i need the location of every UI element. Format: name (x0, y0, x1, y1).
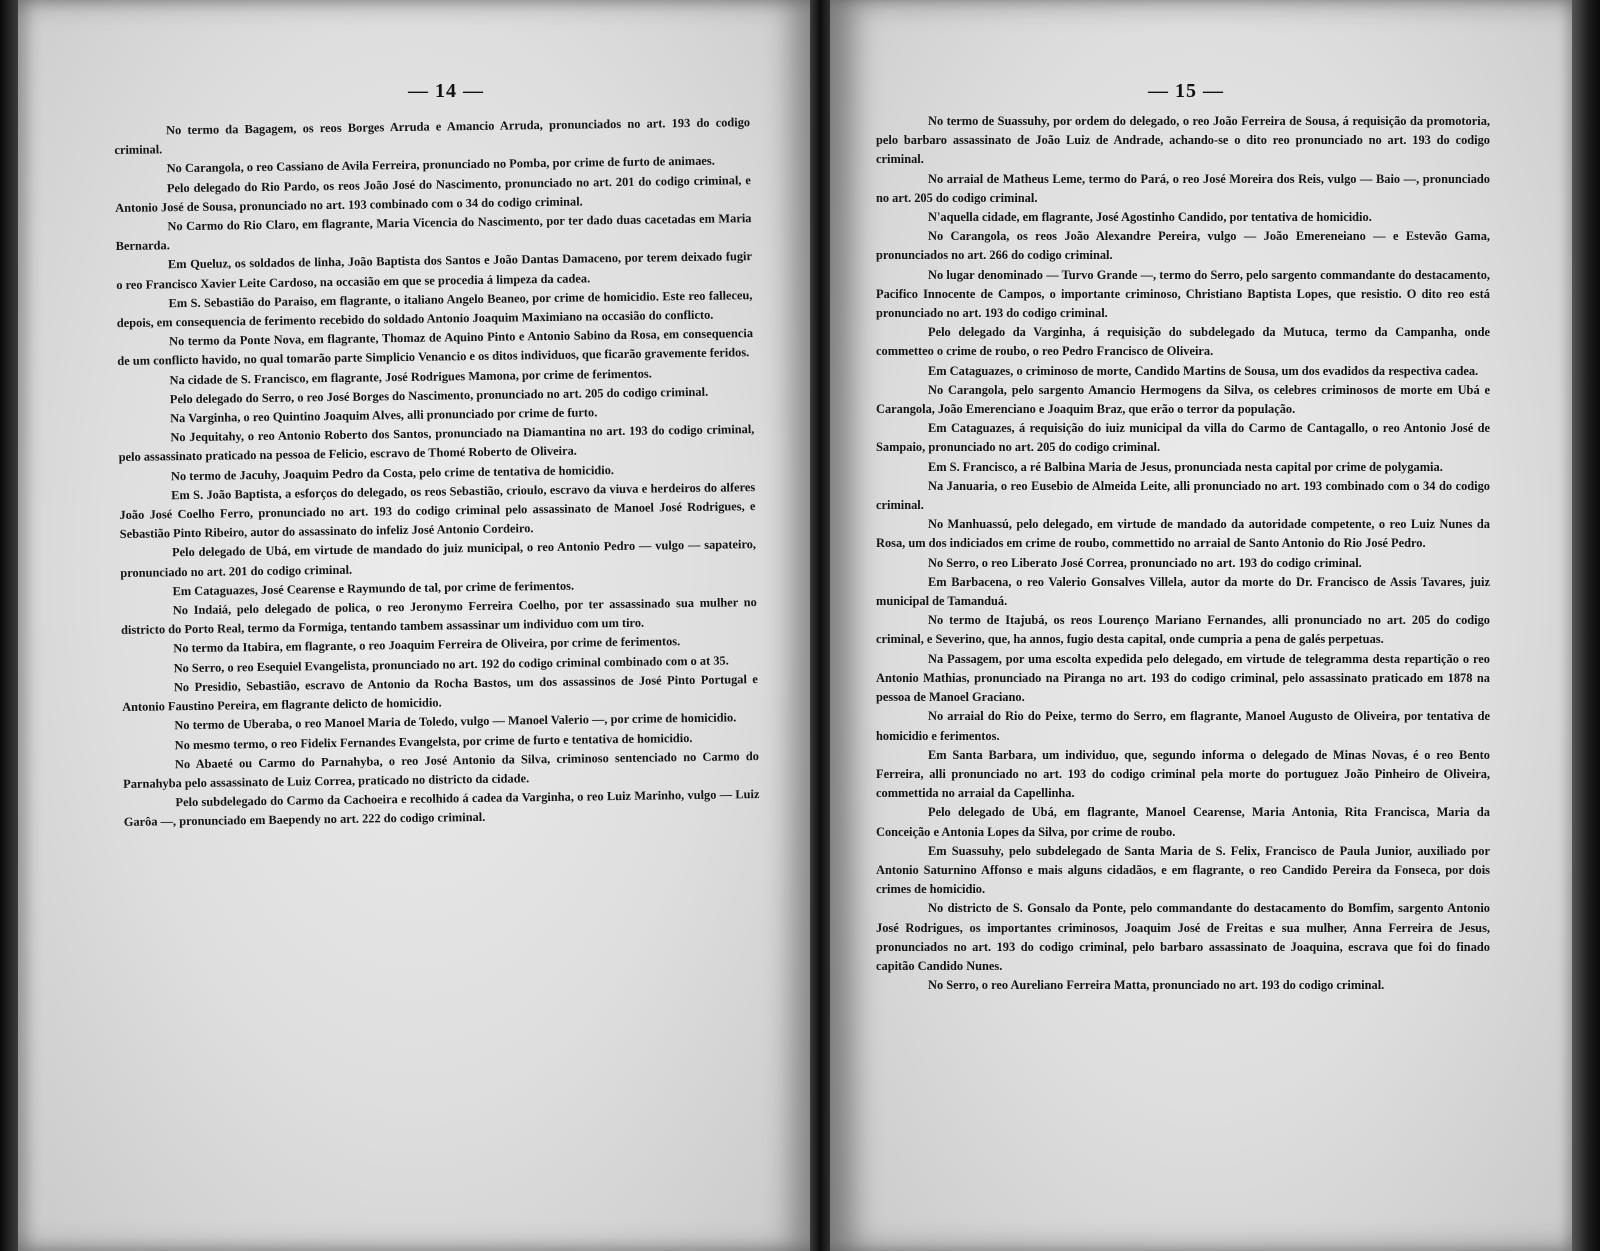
paragraph: Em Queluz, os soldados de linha, João Baptista dos Santos e João Dantas Damaceno, por terem deixado fugir o reo Francisco Xavier Leite Cardoso, na occasião em que se procedia á limpeza da cadea. (116, 249, 753, 292)
paragraph: No Presidio, Sebastião, escravo de Antonio da Rocha Bastos, um dos assassinos de José Pinto Portugal e Antonio Faustino Pereira, em flagrante delicto de homicidio. (122, 671, 758, 715)
paragraph: Em Cataguazes, o criminoso de morte, Candido Martins de Sousa, um dos evadidos da respectiva cadea. (928, 363, 1479, 378)
paragraph: Em S. Sebastião do Paraiso, em flagrante, o italiano Angelo Beaneo, por crime de homicidio. Este reo falleceu, depois, em consequencia de ferimento recebido do soldado Antonio Joaquim Maximiano na occasião do conflicto. (116, 287, 753, 331)
paragraph: Pelo delegado da Varginha, á requisição do subdelegado da Mutuca, termo da Campanha, onde commetteo o crime de roubo, o reo Pedro Francisco de Oliveira. (876, 325, 1490, 359)
paragraph: Na Januaria, o reo Eusebio de Almeida Leite, alli pronunciado no art. 193 combinado com o 34 do codigo criminal. (876, 478, 1490, 513)
paragraph: No lugar denominado — Turvo Grande —, termo do Serro, pelo sargento commandante do destacamento, Pacifico Innocente de Campos, o importante criminoso, Christiano Baptista Lopes, que resistio. O dito reo está pronunciado no art. 193 do codigo criminal. (876, 267, 1490, 321)
paragraph: No Manhuassú, pelo delegado, em virtude de mandado da autoridade competente, o reo Luiz Nunes da Rosa, um dos indiciados em crime de roubo, commettido no arraial de Santo Antonio do Rio José Pedro. (876, 517, 1490, 551)
paragraph: No arraial do Rio do Peixe, termo do Serro, em flagrante, Manoel Augusto de Oliveira, por tentativa de homicidio e ferimentos. (876, 709, 1490, 743)
left-page-number: — 14 — (408, 80, 484, 102)
paragraph: Pelo delegado de Ubá, em virtude de mandado do juiz municipal, o reo Antonio Pedro — vulgo — sapateiro, pronunciado no art. 201 do codigo criminal. (120, 537, 757, 580)
paragraph: No Jequitahy, o reo Antonio Roberto dos Santos, pronunciado na Diamantina no art. 193 do codigo criminal, pelo assassinato praticado na pessoa de Felicio, escravo de Thomé Roberto de Oliveira. (118, 422, 755, 465)
paragraph: No arraial de Matheus Leme, termo do Pará, o reo José Moreira dos Reis, vulgo — Baio —, pronunciado no art. 205 do codigo criminal. (876, 171, 1490, 205)
paragraph: Pelo delegado de Ubá, em flagrante, Manoel Cearense, Maria Antonia, Rita Francisca, Maria da Conceição e Antonia Lopes da Silva, por crime de roubo. (876, 805, 1490, 839)
paragraph: Na Passagem, por uma escolta expedida pelo delegado, em virtude de telegramma desta repartição o reo Antonio Mathias, pronunciado na Piranga no art. 193 do codigo criminal, pelo assassinato praticado em 1878 na pessoa de Manoel Graciano. (876, 651, 1490, 705)
paragraph: Na Varginha, o reo Quintino Joaquim Alves, alli pronunciado por crime de furto. (170, 405, 598, 426)
paragraph: No Carangola, o reo Cassiano de Avila Ferreira, pronunciado no Pomba, por crime de furto de animaes. (166, 154, 715, 176)
paragraph: No Carangola, os reos João Alexandre Pereira, vulgo — João Emereneiano — e Estevão Gama, pronunciados no art. 266 do codigo criminal. (876, 229, 1490, 263)
paragraph: Em Cataguazes, José Cearense e Raymundo de tal, por crime de ferimentos. (172, 578, 575, 599)
right-page (830, 0, 1572, 1251)
paragraph: No termo de Itajubá, os reos Lourenço Mariano Fernandes, alli pronunciado no art. 205 do codigo criminal, e Severino, que, ha annos, fugio desta capital, onde cumpria a pena de galés perpetuas. (876, 613, 1490, 647)
paragraph: No Carmo do Rio Claro, em flagrante, Maria Vicencia do Nascimento, por ter dado duas cacetadas em Maria Bernarda. (115, 211, 752, 254)
paragraph: Em Cataguazes, á requisição do iuiz municipal da villa do Carmo de Cantagallo, o reo Antonio José de Sampaio, pronunciado no art. 205 do codigo criminal. (876, 421, 1490, 455)
right-page-number: — 15 — (1148, 80, 1224, 102)
paragraph: Pelo delegado do Rio Pardo, os reos João José do Nascimento, pronunciado no art. 201 do codigo criminal, e Antonio José de Sousa, pronunciado no art. 193 combinado com o 34 do codigo criminal. (115, 172, 751, 215)
paragraph: No Indaiá, pelo delegado de polica, o reo Jeronymo Ferreira Coelho, por ter assassinado sua mulher no districto do Porto Real, termo da Formiga, tentando tambem assassinar um individuo com um tiro. (120, 595, 757, 638)
paragraph: Em Santa Barbara, um individuo, que, segundo informa o delegado de Minas Novas, é o reo Bento Ferreira, alli pronunciado no art. 193 do codigo criminal pela morte do portuguez João Pinheiro de Oliveira, commettida no arraial da Capellinha. (876, 747, 1490, 801)
paragraph: No termo da Bagagem, os reos Borges Arruda e Amancio Arruda, pronunciados no art. 193 do codigo criminal. (114, 115, 751, 158)
paragraph: Em Barbacena, o reo Valerio Gonsalves Villela, autor da morte do Dr. Francisco de Assis Tavares, juiz municipal de Tamanduá. (876, 574, 1490, 609)
paragraph: Pelo delegado do Serro, o reo José Borges do Nascimento, pronunciado no art. 205 do codigo criminal. (169, 384, 709, 407)
book-edge-right (1572, 0, 1600, 1251)
paragraph: No termo da Itabira, em flagrante, o reo Joaquim Ferreira de Oliveira, por crime de ferimentos. (173, 634, 681, 656)
book-gutter (810, 0, 830, 1251)
paragraph: Em S. Francisco, a ré Balbina Maria de Jesus, pronunciada nesta capital por crime de polygamia. (928, 459, 1443, 474)
paragraph: Pelo subdelegado do Carmo da Cachoeira e recolhido á cadea da Varginha, o reo Luiz Marinho, vulgo — Luiz Garôa —, pronunciado em Baependy no art. 222 do codigo criminal. (123, 787, 760, 830)
paragraph: No Carangola, pelo sargento Amancio Hermogens da Silva, os celebres criminosos de morte em Ubá e Carangola, João Emerenciano e Joaquim Braz, que erão o terror da população. (876, 382, 1490, 417)
paragraph: No districto de S. Gonsalo da Ponte, pelo commandante do destacamento do Bomfim, sargento Antonio José Rodrigues, os importantes criminosos, Joaquim José de Freitas e sua mulher, Anna Ferreira de Jesus, pronunciados no art. 193 do codigo criminal, pelo barbaro assassinato de Joaquina, escrava que foi do finado capitão Candido Nunes. (876, 901, 1490, 973)
paragraph: Na cidade de S. Francisco, em flagrante, José Rodrigues Mamona, por crime de ferimentos. (169, 366, 652, 387)
paragraph: N'aquella cidade, em flagrante, José Agostinho Candido, por tentativa de homicidio. (928, 210, 1372, 225)
paragraph: No mesmo termo, o reo Fidelix Fernandes Evangelsta, por crime de furto e tentativa de homicidio. (174, 730, 693, 752)
right-page-text (876, 112, 1490, 995)
paragraph: No Serro, o reo Liberato José Correa, pronunciado no art. 193 do codigo criminal. (928, 555, 1362, 570)
paragraph: No Abaeté ou Carmo do Parnahyba, o reo José Antonio da Silva, criminoso sentenciado no Carmo do Parnahyba pelo assassinato de Luiz Correa, praticado no districto da cidade. (123, 748, 760, 791)
book-edge-left (0, 0, 18, 1251)
paragraph: Em S. João Baptista, a esforços do delegado, os reos Sebastião, crioulo, escravo da viuva e herdeiros do alferes João José Coelho Ferro, pronunciado no art. 193 do codigo criminal pelo assassinato de Manoel José Rodrigues, e Sebastião Pinto Ribeiro, autor do assassinato do infeliz José Antonio Cordeiro. (119, 479, 756, 542)
paragraph: Em Suassuhy, pelo subdelegado de Santa Maria de S. Felix, Francisco de Paula Junior, auxiliado por Antonio Saturnino Affonso e mais alguns cidadãos, e em flagrante, o reo Candido Pereira da Fonseca, por dois crimes de homicidio. (876, 843, 1490, 897)
paragraph: No termo de Jacuhy, Joaquim Pedro da Costa, pelo crime de tentativa de homicidio. (170, 462, 615, 483)
left-page-text (114, 113, 760, 832)
paragraph: No termo da Ponte Nova, em flagrante, Thomaz de Aquino Pinto e Antonio Sabino da Rosa, em consequencia de um conflicto havido, no qual tomarão parte Simplicio Venancio e os ditos individuos, que ficarão gravemente feridos. (117, 326, 754, 369)
paragraph: No Serro, o reo Aureliano Ferreira Matta, pronunciado no art. 193 do codigo criminal. (928, 978, 1385, 993)
left-page (18, 0, 810, 1251)
paragraph: No termo de Suassuhy, por ordem do delegado, o reo João Ferreira de Sousa, á requisição da promotoria, pelo barbaro assassinato de João Luiz de Andrade, achando-se o dito reo pronunciado no art. 193 do codigo criminal. (876, 114, 1490, 167)
paragraph: No Serro, o reo Esequiel Evangelista, pronunciado no art. 192 do codigo criminal combinado com o at 35. (173, 653, 729, 675)
paragraph: No termo de Uberaba, o reo Manoel Maria de Toledo, vulgo — Manoel Valerio —, por crime de homicidio. (174, 710, 737, 733)
